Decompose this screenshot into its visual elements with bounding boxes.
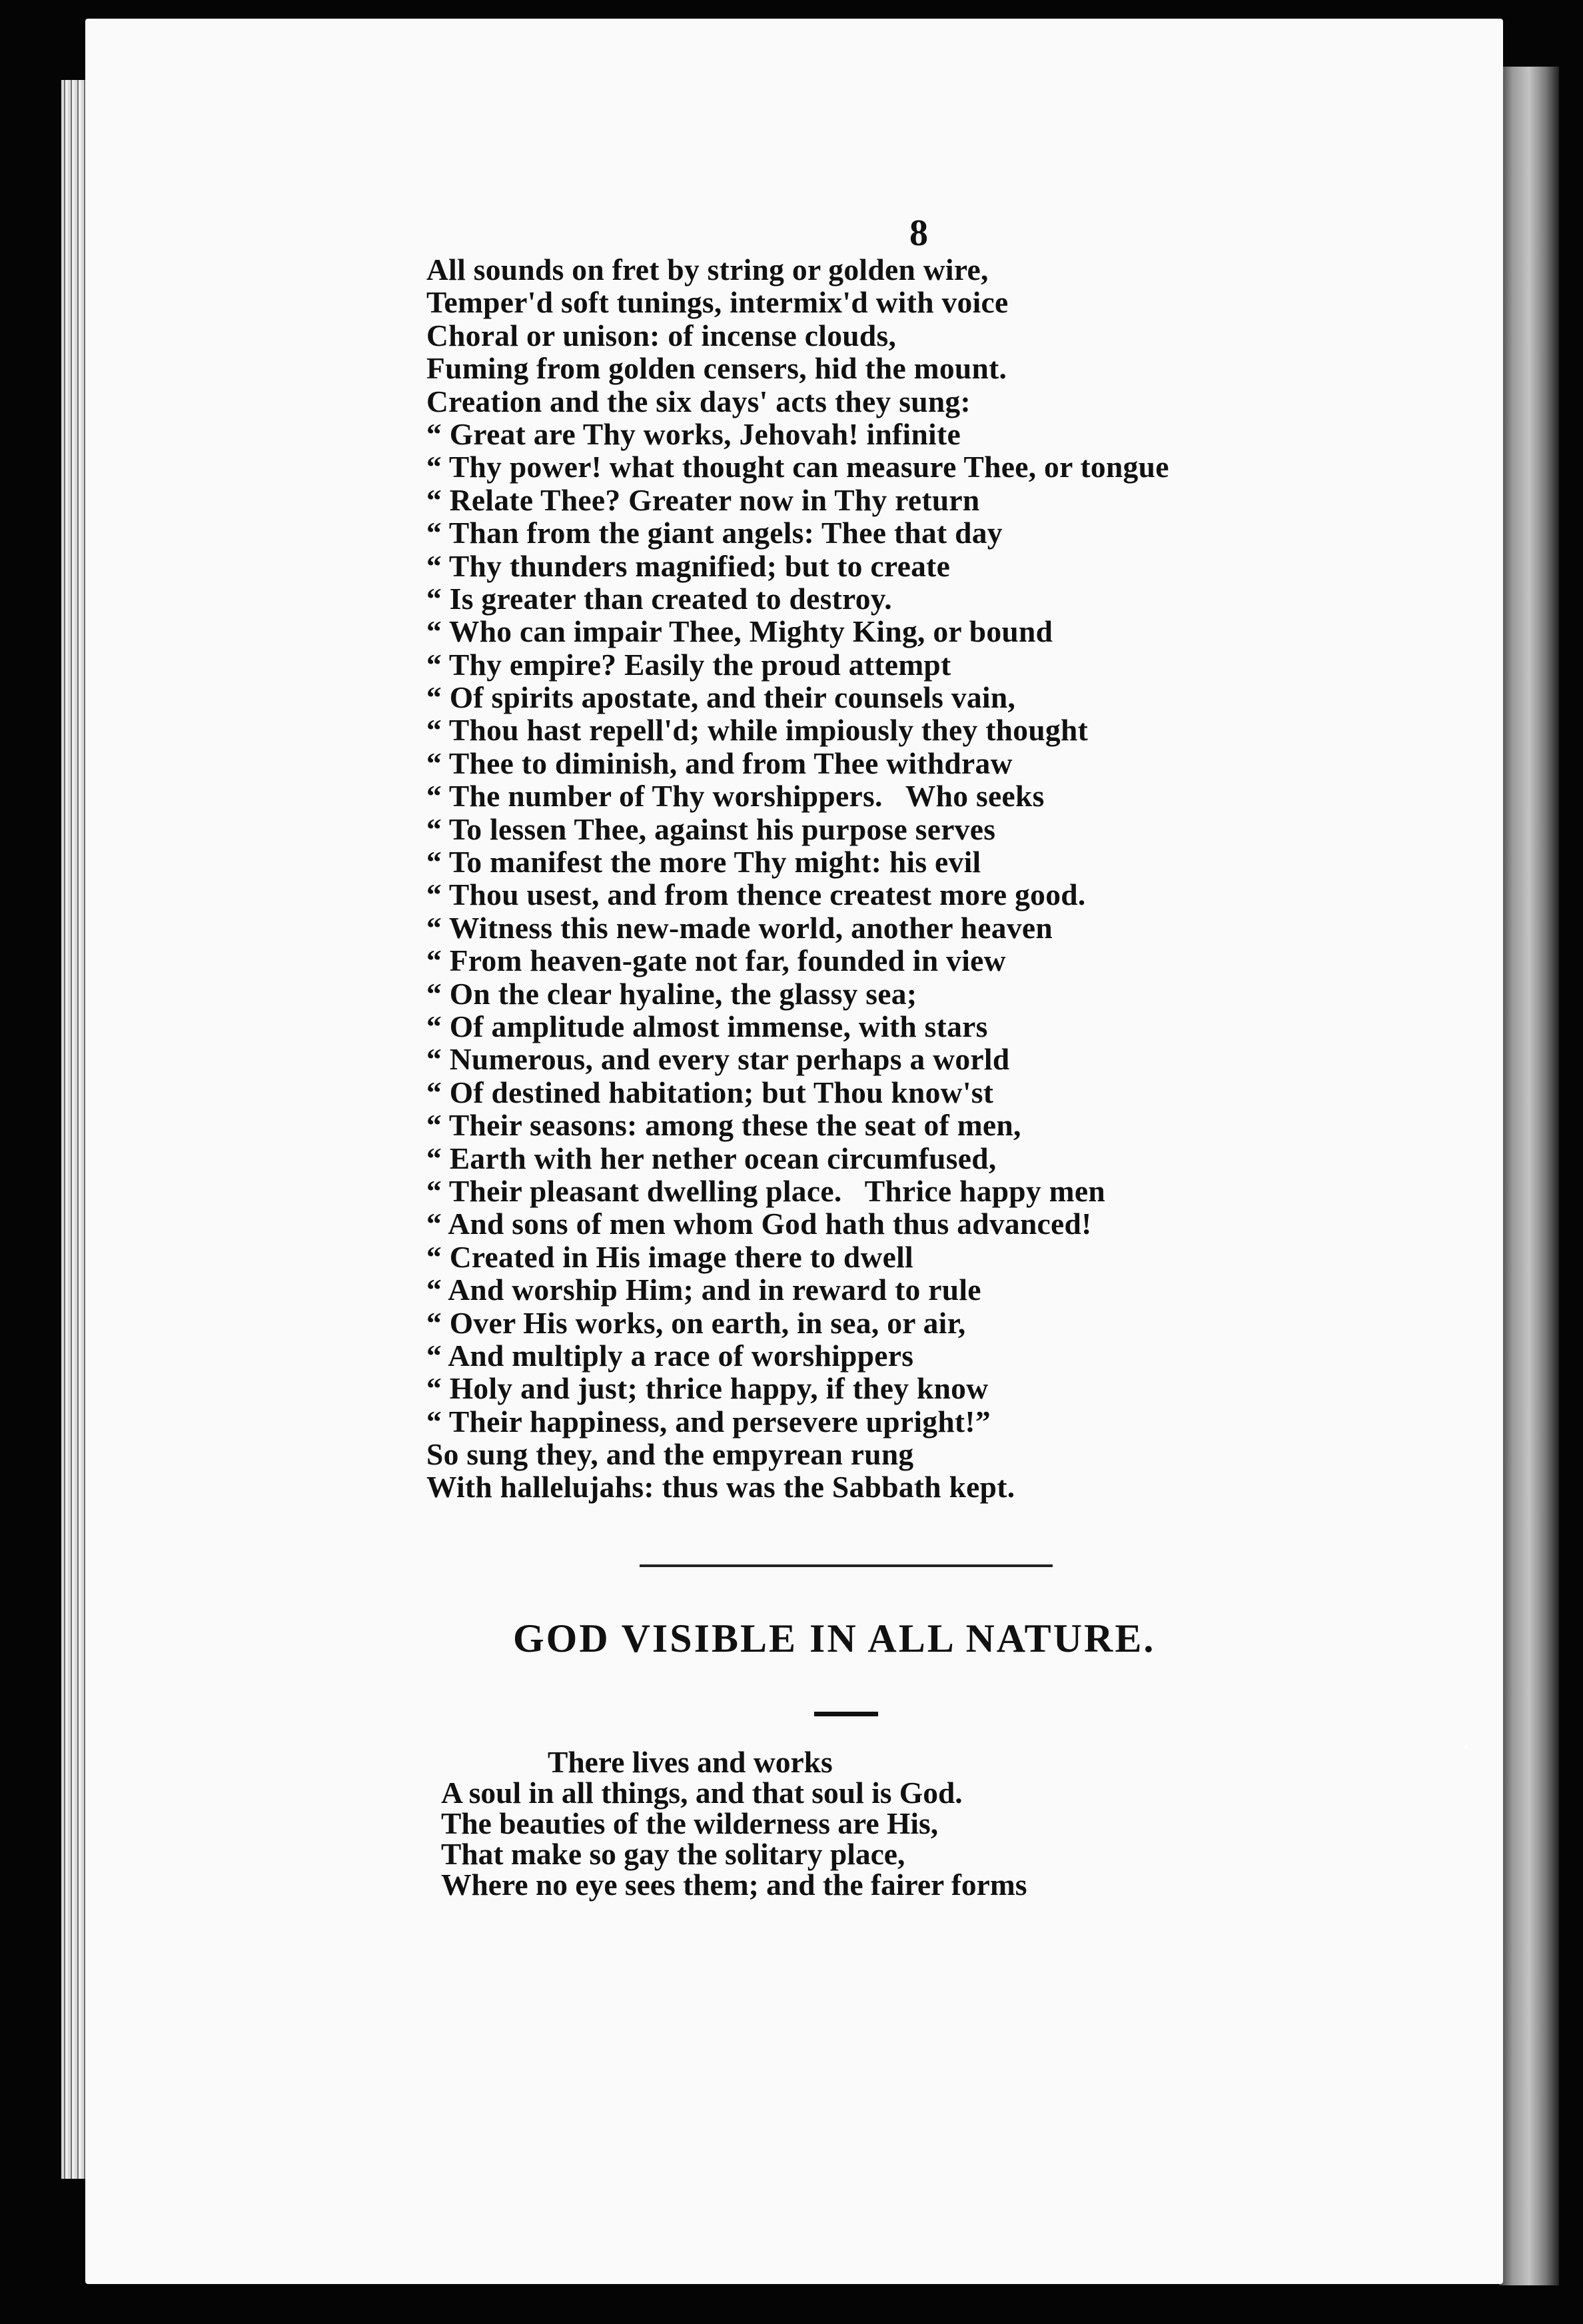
poem-line: Where no eye sees them; and the fairer forms — [441, 1868, 1027, 1902]
poem-line: “ Thou usest, and from thence createst more good. — [426, 877, 1086, 912]
title-short-rule — [814, 1712, 878, 1716]
poem-line: “ Thy empire? Easily the proud attempt — [426, 647, 951, 682]
poem-line: With hallelujahs: thus was the Sabbath kept. — [426, 1470, 1015, 1504]
page-stack-left-edge — [61, 80, 88, 2179]
poem-line: There lives and works — [548, 1745, 833, 1779]
poem-line: Creation and the six days' acts they sung: — [426, 384, 971, 418]
section-title: GOD VISIBLE IN ALL NATURE. — [513, 1616, 1156, 1660]
poem-line: “ Than from the giant angels: Thee that day — [426, 516, 1003, 550]
poem-line: Choral or unison: of incense clouds, — [426, 318, 897, 352]
page-stack-right-edge — [1499, 67, 1559, 2285]
poem-line: “ Their happiness, and persevere upright!” — [426, 1404, 991, 1439]
poem-line: “ To manifest the more Thy might: his evil — [426, 845, 981, 879]
poem-line: “ From heaven-gate not far, founded in view — [426, 943, 1006, 978]
poem-line: “ Who can impair Thee, Mighty King, or bound — [426, 614, 1053, 649]
poem-line: The beauties of the wilderness are His, — [441, 1806, 939, 1840]
poem-line: “ Their seasons: among these the seat of men, — [426, 1108, 1021, 1143]
poem-line: “ Of amplitude almost immense, with stars — [426, 1009, 988, 1043]
poem-line: “ Numerous, and every star perhaps a world — [426, 1042, 1010, 1077]
poem-line: “ Witness this new-made world, another heaven — [426, 910, 1053, 945]
poem-line: “ Is greater than created to destroy. — [426, 581, 892, 616]
page-number: 8 — [909, 213, 928, 254]
poem-line: “ Created in His image there to dwell — [426, 1239, 913, 1274]
poem-line: So sung they, and the empyrean rung — [426, 1437, 914, 1472]
poem-god-visible-in-nature — [441, 1747, 1027, 1900]
poem-line: “ Over His works, on earth, in sea, or air, — [426, 1305, 966, 1340]
section-divider — [640, 1564, 1053, 1567]
poem-line: “ Great are Thy works, Jehovah! infinite — [426, 416, 961, 451]
poem-line: “ And sons of men whom God hath thus advanced! — [426, 1207, 1092, 1241]
poem-line: Temper'd soft tunings, intermix'd with voice — [426, 285, 1009, 320]
poem-line: That make so gay the solitary place, — [441, 1837, 905, 1871]
poem-line: “ Their pleasant dwelling place. Thrice happy men — [426, 1173, 1105, 1208]
poem-line: “ Earth with her nether ocean circumfused, — [426, 1141, 997, 1175]
poem-line: “ To lessen Thee, against his purpose serves — [426, 812, 996, 846]
poem-line: A soul in all things, and that soul is God. — [441, 1776, 963, 1810]
poem-line: All sounds on fret by string or golden wire, — [426, 253, 989, 287]
poem-line: “ Thou hast repell'd; while impiously they thought — [426, 713, 1089, 748]
scan-speck — [1464, 1744, 1468, 1748]
poem-line: “ Holy and just; thrice happy, if they know — [426, 1371, 989, 1406]
poem-line: “ Relate Thee? Greater now in Thy return — [426, 482, 980, 517]
poem-line: “ Of spirits apostate, and their counsels vain, — [426, 680, 1016, 715]
poem-line: “ Thy thunders magnified; but to create — [426, 548, 951, 583]
poem-line: Fuming from golden censers, hid the mount. — [426, 351, 1007, 386]
poem-line: “ And worship Him; and in reward to rule — [426, 1273, 981, 1307]
poem-line: “ On the clear hyaline, the glassy sea; — [426, 976, 917, 1011]
poem-line: “ Thee to diminish, and from Thee withdraw — [426, 746, 1013, 780]
poem-line: “ Thy power! what thought can measure Thee, or tongue — [426, 450, 1169, 484]
poem-line: “ And multiply a race of worshippers — [426, 1338, 914, 1373]
poem-paradise-lost-excerpt — [426, 253, 1169, 1504]
poem-line: “ Of destined habitation; but Thou know'st — [426, 1075, 994, 1109]
poem-line: “ The number of Thy worshippers. Who seeks — [426, 779, 1045, 814]
